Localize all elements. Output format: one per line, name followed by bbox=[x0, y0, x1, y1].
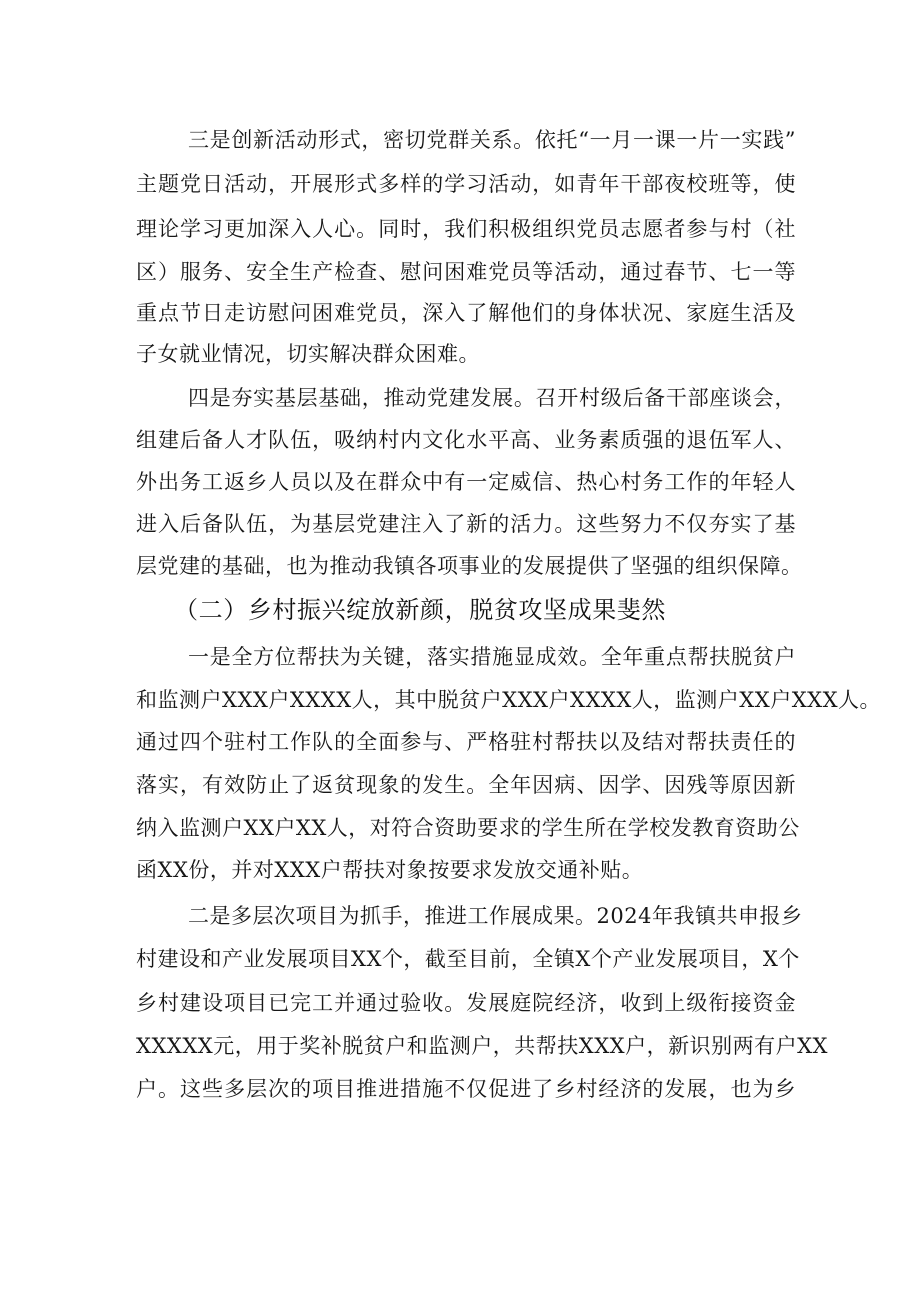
text-line: 乡村建设项目已完工并通过验收。发展庭院经济，收到上级衔接资金 bbox=[136, 991, 796, 1015]
section-heading: （二）乡村振兴绽放新颜，脱贫攻坚成果斐然 bbox=[174, 596, 666, 624]
text-line: 纳入监测户XX户XX人，对符合资助要求的学生所在学校发教育资助公 bbox=[136, 816, 800, 840]
text-line: 三是创新活动形式，密切党群关系。依托“一月一课一片一实践” bbox=[188, 128, 796, 152]
text-line: 层党建的基础，也为推动我镇各项事业的发展提供了坚强的组织保障。 bbox=[136, 554, 803, 578]
text-line: 重点节日走访慰问困难党员，深入了解他们的身体状况、家庭生活及 bbox=[136, 301, 796, 325]
text-line: 子女就业情况，切实解决群众困难。 bbox=[136, 342, 480, 366]
text-line: 组建后备人才队伍，吸纳村内文化水平高、业务素质强的退伍军人、 bbox=[136, 428, 796, 452]
text-line: 和监测户XXX户XXXX人，其中脱贫户XXX户XXXX人，监测户XX户XXX人。 bbox=[136, 688, 882, 712]
text-line: 函XX份，并对XXX户帮扶对象按要求发放交通补贴。 bbox=[136, 858, 644, 882]
text-line: 二是多层次项目为抓手，推进工作展成果。2024年我镇共申报乡 bbox=[188, 904, 803, 928]
text-line: XXXXX元，用于奖补脱贫户和监测户，共帮扶XXX户，新识别两有户XX bbox=[136, 1034, 828, 1058]
text-line: 进入后备队伍，为基层党建注入了新的活力。这些努力不仅夯实了基 bbox=[136, 512, 796, 536]
text-line: 四是夯实基层基础，推动党建发展。召开村级后备干部座谈会， bbox=[188, 386, 796, 410]
text-line: 主题党日活动，开展形式多样的学习活动，如青年干部夜校班等，使 bbox=[136, 172, 796, 196]
text-line: 一是全方位帮扶为关键，落实措施显成效。全年重点帮扶脱贫户 bbox=[188, 645, 796, 669]
text-line: 外出务工返乡人员以及在群众中有一定威信、热心村务工作的年轻人 bbox=[136, 470, 796, 494]
text-line: 通过四个驻村工作队的全面参与、严格驻村帮扶以及结对帮扶责任的 bbox=[136, 730, 796, 754]
text-line: 区）服务、安全生产检查、慰问困难党员等活动，通过春节、七一等 bbox=[136, 260, 796, 284]
text-line: 理论学习更加深入人心。同时，我们积极组织党员志愿者参与村（社 bbox=[136, 217, 796, 241]
text-line: 落实，有效防止了返贫现象的发生。全年因病、因学、因残等原因新 bbox=[136, 773, 796, 797]
text-line: 村建设和产业发展项目XX个，截至目前，全镇X个产业发展项目，X个 bbox=[136, 947, 800, 971]
text-line: 户。这些多层次的项目推进措施不仅促进了乡村经济的发展，也为乡 bbox=[136, 1077, 796, 1101]
